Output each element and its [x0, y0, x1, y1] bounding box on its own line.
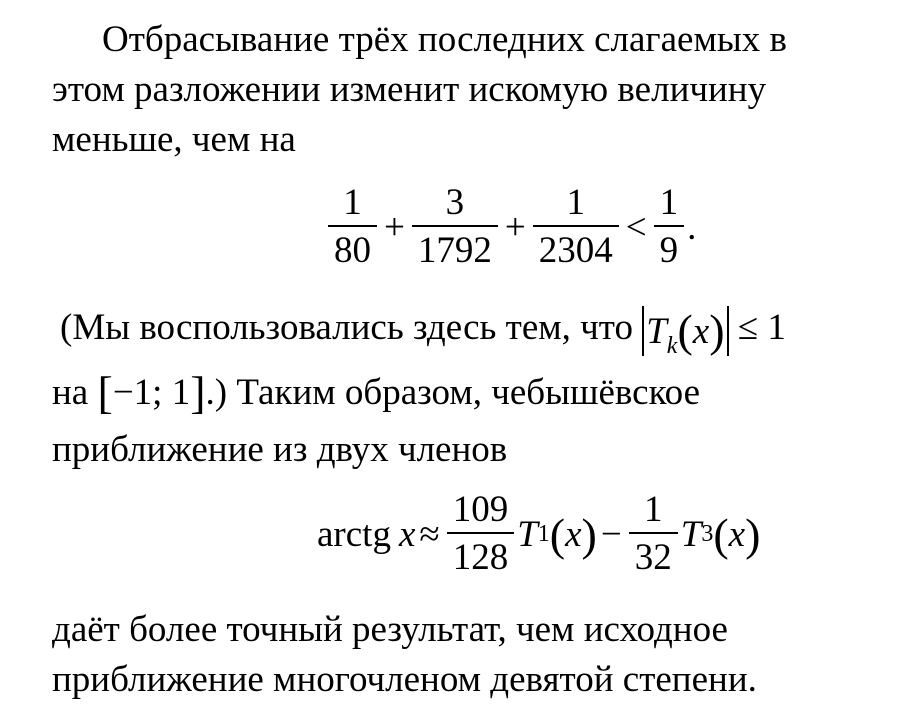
note-line-2: на [−1; 1].) Таким образом, чебышёвское: [52, 367, 701, 418]
note-line-1: [60, 303, 786, 359]
x-symbol: x: [692, 310, 710, 352]
x-symbol: x: [398, 513, 416, 555]
numerator: 1: [644, 489, 663, 530]
approx-sign: ≈: [419, 513, 440, 555]
plus-sign: +: [504, 206, 526, 248]
note-text: (Мы воспользовались здесь тем, что: [60, 307, 633, 348]
plus-sign: +: [384, 206, 405, 248]
subscript-3: 3: [701, 520, 714, 547]
approximation-formula: arctg x ≈ $\frac{109}{128}$ T 1 ( x ) − $\frac{1}{32}$ T 3 ( x ): [317, 489, 761, 578]
denominator: 32: [629, 532, 678, 578]
denominator: 9: [654, 225, 685, 271]
conclusion-line-1: даёт более точный результат, чем исходное: [52, 609, 728, 650]
less-than-sign: <: [625, 206, 647, 248]
denominator: 1792: [412, 225, 498, 271]
fraction-109-128: [447, 490, 515, 578]
numerator: 3: [445, 182, 465, 223]
numerator: 1: [566, 182, 585, 223]
period: .: [687, 206, 697, 248]
numerator: 1: [343, 182, 362, 223]
fraction-1-2304: [533, 183, 619, 271]
minus-sign: −: [600, 513, 622, 555]
denominator: 80: [328, 225, 377, 271]
fraction-1-80: [328, 183, 377, 271]
denominator: 2304: [533, 225, 619, 271]
note-line-3: приближение из двух членов: [52, 429, 508, 470]
text-line-1: Отбрасывание трёх последних слагаемых в: [102, 19, 787, 60]
x-symbol: x: [728, 513, 746, 555]
le-one: ≤ 1: [737, 307, 786, 348]
arctg: arctg: [317, 513, 391, 555]
text-line-3: меньше, чем на: [52, 119, 296, 160]
na-word: на: [52, 372, 89, 413]
abs-Tk-x: $T_k(x)$: [642, 306, 728, 356]
denominator: 128: [447, 532, 515, 578]
fraction-3-1792: [412, 183, 498, 271]
fraction-1-32: [629, 490, 678, 578]
numerator: 109: [452, 489, 509, 530]
conclusion-line-2: приближение многочленом девятой степени.: [52, 659, 757, 700]
subscript-1: 1: [537, 520, 550, 547]
T-symbol: T: [517, 513, 538, 555]
text-line-2: этом разложении изменит искомую величину: [52, 69, 767, 110]
fraction-1-9: [654, 183, 685, 271]
note-text-2: .) Таким образом, чебышёвское: [205, 372, 701, 413]
subscript-k: k: [666, 332, 678, 359]
x-symbol: x: [565, 513, 582, 555]
T-symbol: T: [680, 513, 702, 555]
inequality-formula: [325, 183, 696, 271]
T-symbol: T: [646, 310, 667, 352]
interval: −1; 1: [112, 372, 191, 413]
numerator: 1: [659, 182, 679, 223]
